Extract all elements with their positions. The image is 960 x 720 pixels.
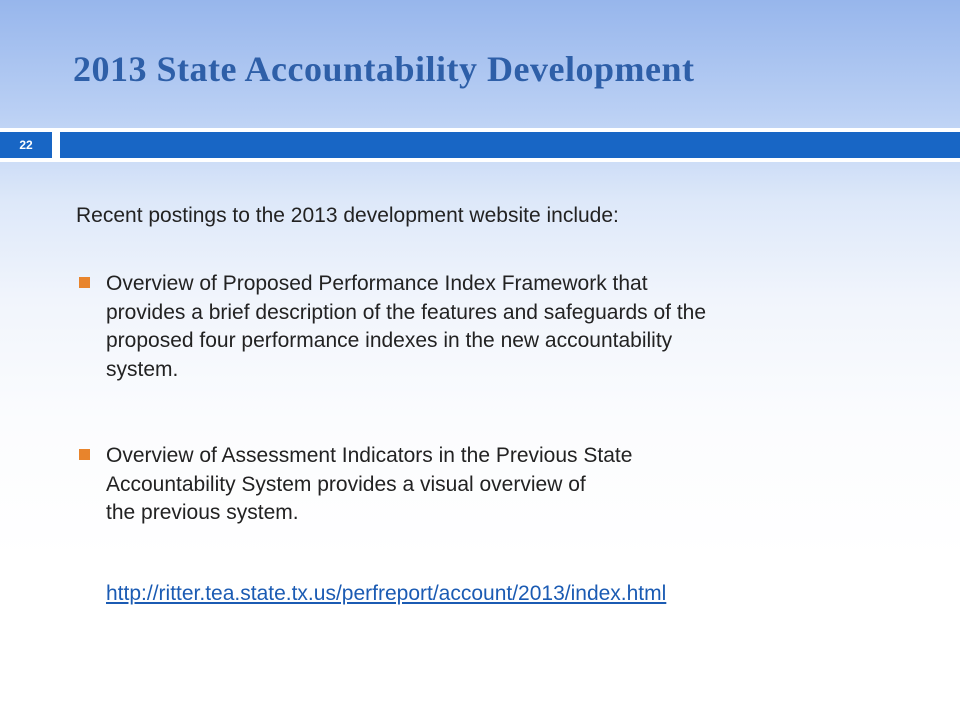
- bullet-text: [106, 442, 866, 528]
- header-rule-bar: [60, 132, 960, 158]
- bullet-line: Accountability System provides a visual overview of: [106, 472, 586, 496]
- slide-number-badge: 22: [0, 132, 52, 158]
- bullet-line: Overview of Proposed Performance Index Framework that: [106, 272, 648, 295]
- bullet-line: proposed four performance indexes in the new accountability: [106, 329, 673, 352]
- intro-text: Recent postings to the 2013 development website include:: [76, 204, 619, 227]
- header-rule-band: [0, 128, 960, 162]
- square-bullet-icon: [79, 449, 90, 460]
- bullet-line: the previous system.: [106, 501, 299, 524]
- bullet-line: system.: [106, 357, 179, 381]
- bullet-text: [106, 270, 866, 384]
- development-website-link[interactable]: http://ritter.tea.state.tx.us/perfreport/account/2013/index.html: [106, 582, 667, 605]
- slide-title: 2013 State Accountability Development: [73, 49, 695, 89]
- bullet-item-performance-index: [76, 270, 866, 384]
- square-bullet-icon: [79, 277, 90, 288]
- bullet-line: provides a brief description of the features and safeguards of the: [106, 300, 707, 324]
- bullet-item-assessment-indicators: [76, 442, 866, 528]
- bullet-line: Overview of Assessment Indicators in the Previous State: [106, 444, 633, 467]
